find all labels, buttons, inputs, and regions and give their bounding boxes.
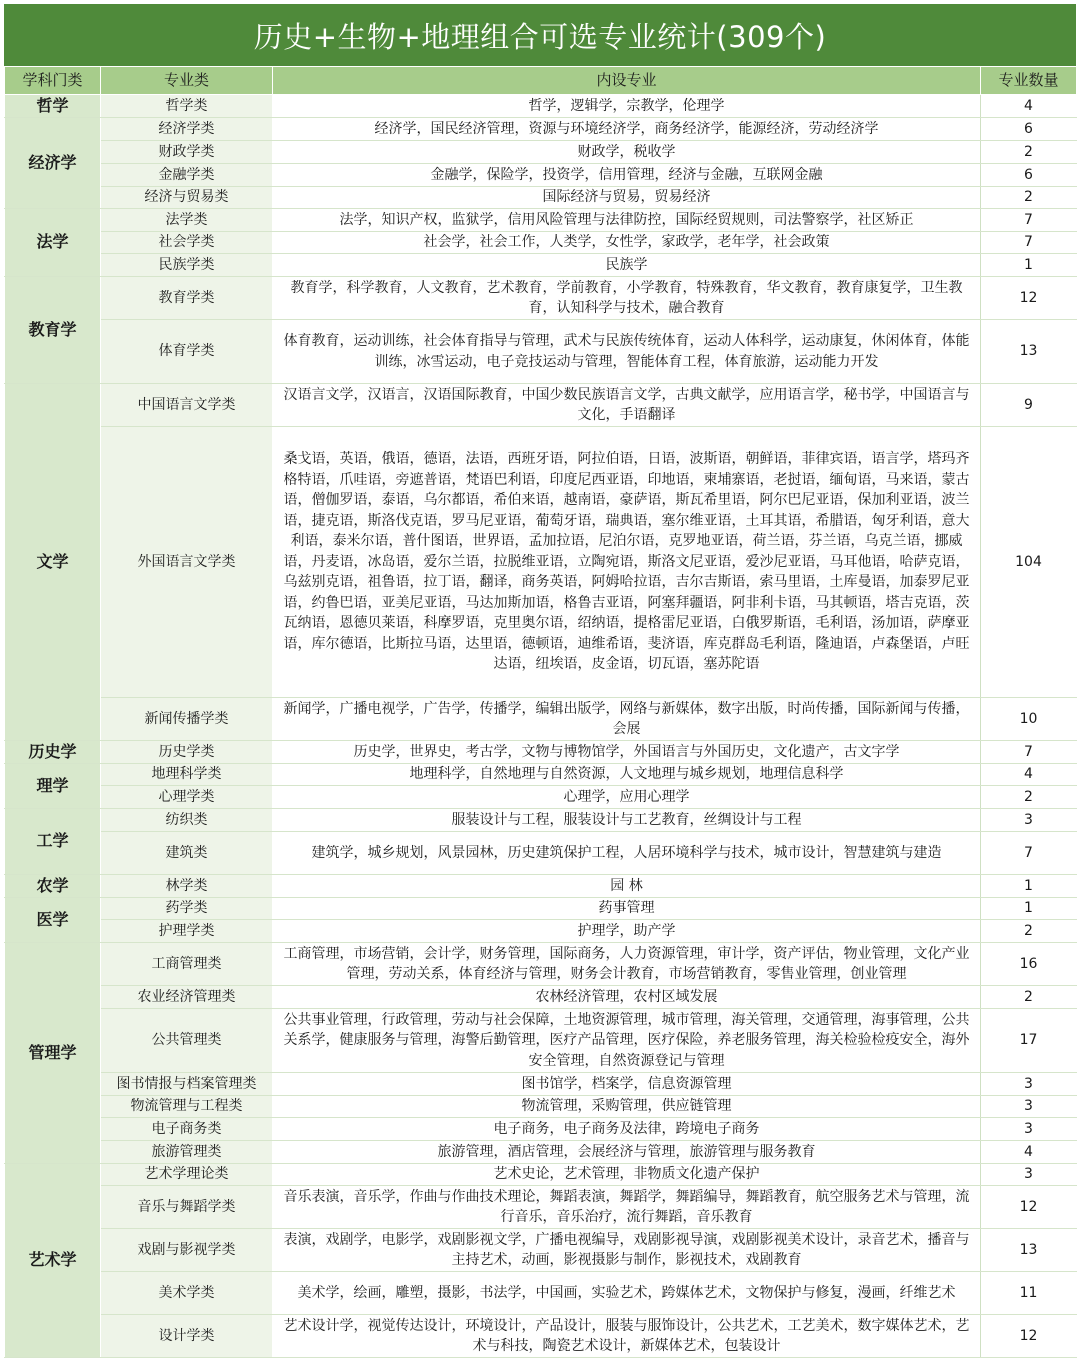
class-cell: 纺织类 (101, 809, 273, 832)
category-cell: 农学 (5, 875, 101, 898)
class-cell: 历史学类 (101, 741, 273, 764)
class-cell: 财政学类 (101, 141, 273, 164)
count-cell: 3 (981, 1096, 1077, 1118)
stats-table-container (4, 4, 1076, 1358)
count-cell: 7 (981, 741, 1077, 764)
majors-cell: 艺术设计学，视觉传达设计，环境设计，产品设计，服装与服饰设计，公共艺术，工艺美术，数字媒体艺术，艺术与科技，陶瓷艺术设计，新媒体艺术，包装设计 (273, 1315, 981, 1358)
class-cell: 公共管理类 (101, 1009, 273, 1073)
class-cell: 体育学类 (101, 320, 273, 384)
header-count: 专业数量 (981, 67, 1077, 95)
majors-cell: 音乐表演，音乐学，作曲与作曲技术理论，舞蹈表演，舞蹈学，舞蹈编导，舞蹈教育，航空服务艺术与管理，流行音乐，音乐治疗，流行舞蹈，音乐教育 (273, 1186, 981, 1229)
majors-cell: 旅游管理，酒店管理，会展经济与管理，旅游管理与服务教育 (273, 1141, 981, 1164)
table-row (5, 1229, 1077, 1272)
table-row (5, 384, 1077, 427)
majors-cell: 图书馆学，档案学，信息资源管理 (273, 1073, 981, 1096)
majors-cell: 体育教育，运动训练，社会体育指导与管理，武术与民族传统体育，运动人体科学，运动康复，休闲体育，体能训练，冰雪运动，电子竞技运动与管理，智能体育工程，体育旅游，运动能力开发 (273, 320, 981, 384)
table-row (5, 1186, 1077, 1229)
table-row (5, 764, 1077, 786)
count-cell: 4 (981, 95, 1077, 118)
table-row (5, 809, 1077, 832)
majors-cell: 心理学，应用心理学 (273, 786, 981, 809)
header-row (5, 67, 1077, 95)
class-cell: 中国语言文学类 (101, 384, 273, 427)
count-cell: 3 (981, 1118, 1077, 1141)
table-row (5, 920, 1077, 943)
category-cell: 理学 (5, 764, 101, 809)
category-cell: 管理学 (5, 943, 101, 1164)
count-cell: 16 (981, 943, 1077, 986)
majors-cell: 新闻学，广播电视学，广告学，传播学，编辑出版学，网络与新媒体，数字出版，时尚传播，国际新闻与传播，会展 (273, 698, 981, 741)
table-row (5, 187, 1077, 209)
category-cell: 文学 (5, 384, 101, 741)
majors-cell: 工商管理，市场营销，会计学，财务管理，国际商务，人力资源管理，审计学，资产评估，物业管理，文化产业管理，劳动关系，体育经济与管理，财务会计教育，市场营销教育，零售业管理，创业管理 (273, 943, 981, 986)
majors-cell: 国际经济与贸易，贸易经济 (273, 187, 981, 209)
count-cell: 1 (981, 254, 1077, 277)
category-cell: 教育学 (5, 277, 101, 384)
majors-cell: 服装设计与工程，服装设计与工艺教育，丝绸设计与工程 (273, 809, 981, 832)
count-cell: 2 (981, 786, 1077, 809)
category-cell: 医学 (5, 898, 101, 943)
table-row (5, 164, 1077, 187)
count-cell: 7 (981, 832, 1077, 875)
count-cell: 10 (981, 698, 1077, 741)
class-cell: 社会学类 (101, 232, 273, 254)
class-cell: 地理科学类 (101, 764, 273, 786)
table-row (5, 209, 1077, 232)
count-cell: 7 (981, 209, 1077, 232)
category-cell: 哲学 (5, 95, 101, 118)
count-cell: 17 (981, 1009, 1077, 1073)
table-row (5, 232, 1077, 254)
table-row (5, 1164, 1077, 1186)
table-row (5, 95, 1077, 118)
category-cell: 艺术学 (5, 1164, 101, 1358)
class-cell: 经济与贸易类 (101, 187, 273, 209)
category-cell: 历史学 (5, 741, 101, 764)
majors-cell: 历史学，世界史，考古学，文物与博物馆学，外国语言与外国历史，文化遗产，古文字学 (273, 741, 981, 764)
count-cell: 4 (981, 1141, 1077, 1164)
table-row (5, 427, 1077, 698)
majors-cell: 物流管理，采购管理，供应链管理 (273, 1096, 981, 1118)
count-cell: 104 (981, 427, 1077, 698)
count-cell: 2 (981, 141, 1077, 164)
table-row (5, 698, 1077, 741)
class-cell: 林学类 (101, 875, 273, 898)
majors-cell: 护理学，助产学 (273, 920, 981, 943)
count-cell: 3 (981, 1073, 1077, 1096)
majors-cell: 药事管理 (273, 898, 981, 920)
table-row (5, 898, 1077, 920)
majors-cell: 电子商务，电子商务及法律，跨境电子商务 (273, 1118, 981, 1141)
table-row (5, 1009, 1077, 1073)
majors-cell: 公共事业管理，行政管理，劳动与社会保障，土地资源管理，城市管理，海关管理，交通管理，海事管理，公共关系学，健康服务与管理，海警后勤管理，医疗产品管理，医疗保险，养老服务管理，海关检验检疫安全，海外安全管理，自然资源登记与管理 (273, 1009, 981, 1073)
class-cell: 戏剧与影视学类 (101, 1229, 273, 1272)
table-row (5, 141, 1077, 164)
count-cell: 1 (981, 898, 1077, 920)
count-cell: 13 (981, 1229, 1077, 1272)
count-cell: 11 (981, 1272, 1077, 1315)
count-cell: 2 (981, 986, 1077, 1009)
majors-cell: 金融学，保险学，投资学，信用管理，经济与金融，互联网金融 (273, 164, 981, 187)
class-cell: 新闻传播学类 (101, 698, 273, 741)
count-cell: 7 (981, 232, 1077, 254)
table-row (5, 832, 1077, 875)
majors-cell: 地理科学，自然地理与自然资源，人文地理与城乡规划，地理信息科学 (273, 764, 981, 786)
majors-cell: 建筑学，城乡规划，风景园林，历史建筑保护工程，人居环境科学与技术，城市设计，智慧建筑与建造 (273, 832, 981, 875)
class-cell: 工商管理类 (101, 943, 273, 986)
class-cell: 旅游管理类 (101, 1141, 273, 1164)
majors-cell: 艺术史论，艺术管理，非物质文化遗产保护 (273, 1164, 981, 1186)
table-row (5, 1118, 1077, 1141)
table-row (5, 875, 1077, 898)
table-row (5, 118, 1077, 141)
class-cell: 哲学类 (101, 95, 273, 118)
table-row (5, 741, 1077, 764)
category-cell: 工学 (5, 809, 101, 875)
count-cell: 3 (981, 809, 1077, 832)
class-cell: 教育学类 (101, 277, 273, 320)
category-cell: 法学 (5, 209, 101, 277)
majors-cell: 哲学，逻辑学，宗教学，伦理学 (273, 95, 981, 118)
class-cell: 物流管理与工程类 (101, 1096, 273, 1118)
header-category: 学科门类 (5, 67, 101, 95)
count-cell: 1 (981, 875, 1077, 898)
class-cell: 外国语言文学类 (101, 427, 273, 698)
class-cell: 心理学类 (101, 786, 273, 809)
table-row (5, 254, 1077, 277)
count-cell: 3 (981, 1164, 1077, 1186)
count-cell: 12 (981, 1315, 1077, 1358)
count-cell: 4 (981, 764, 1077, 786)
table-row (5, 1272, 1077, 1315)
table-row (5, 277, 1077, 320)
class-cell: 音乐与舞蹈学类 (101, 1186, 273, 1229)
count-cell: 13 (981, 320, 1077, 384)
majors-cell: 农林经济管理，农村区域发展 (273, 986, 981, 1009)
majors-cell: 财政学，税收学 (273, 141, 981, 164)
category-cell: 经济学 (5, 118, 101, 209)
majors-cell: 表演，戏剧学，电影学，戏剧影视文学，广播电视编导，戏剧影视导演，戏剧影视美术设计，录音艺术，播音与主持艺术，动画，影视摄影与制作，影视技术，戏剧教育 (273, 1229, 981, 1272)
majors-cell: 经济学，国民经济管理，资源与环境经济学，商务经济学，能源经济，劳动经济学 (273, 118, 981, 141)
table-row (5, 1315, 1077, 1358)
majors-cell: 教育学，科学教育，人文教育，艺术教育，学前教育，小学教育，特殊教育，华文教育，教育康复学，卫生教育，认知科学与技术，融合教育 (273, 277, 981, 320)
class-cell: 艺术学理论类 (101, 1164, 273, 1186)
table-row (5, 1096, 1077, 1118)
header-majors: 内设专业 (273, 67, 981, 95)
class-cell: 护理学类 (101, 920, 273, 943)
majors-cell: 园 林 (273, 875, 981, 898)
class-cell: 经济学类 (101, 118, 273, 141)
page-title: 历史+生物+地理组合可选专业统计(309个) (4, 4, 1076, 66)
majors-cell: 社会学，社会工作，人类学，女性学，家政学，老年学，社会政策 (273, 232, 981, 254)
class-cell: 民族学类 (101, 254, 273, 277)
class-cell: 电子商务类 (101, 1118, 273, 1141)
table-row (5, 786, 1077, 809)
class-cell: 法学类 (101, 209, 273, 232)
header-class: 专业类 (101, 67, 273, 95)
majors-cell: 美术学，绘画，雕塑，摄影，书法学，中国画，实验艺术，跨媒体艺术，文物保护与修复，漫画，纤维艺术 (273, 1272, 981, 1315)
class-cell: 建筑类 (101, 832, 273, 875)
majors-cell: 汉语言文学，汉语言，汉语国际教育，中国少数民族语言文学，古典文献学，应用语言学，秘书学，中国语言与文化，手语翻译 (273, 384, 981, 427)
count-cell: 2 (981, 187, 1077, 209)
count-cell: 2 (981, 920, 1077, 943)
class-cell: 美术学类 (101, 1272, 273, 1315)
count-cell: 12 (981, 277, 1077, 320)
table-body (5, 95, 1077, 1358)
table-row (5, 943, 1077, 986)
count-cell: 6 (981, 164, 1077, 187)
table-row (5, 986, 1077, 1009)
class-cell: 图书情报与档案管理类 (101, 1073, 273, 1096)
majors-cell: 民族学 (273, 254, 981, 277)
majors-cell: 桑戈语，英语，俄语，德语，法语，西班牙语，阿拉伯语，日语，波斯语，朝鲜语，菲律宾语，语言学，塔玛齐格特语，爪哇语，旁遮普语，梵语巴利语，印度尼西亚语，印地语，柬埔寨语，老挝语，缅甸语，马来语，蒙古语，僧伽罗语，泰语，乌尔都语，希伯来语，越南语，豪萨语，斯瓦希里语，阿尔巴尼亚语，保加利亚语，波兰语，捷克语，斯洛伐克语，罗马尼亚语，葡萄牙语，瑞典语，塞尔维亚语，土耳其语，希腊语，匈牙利语，意大利语，泰米尔语，普什图语，世界语，孟加拉语，尼泊尔语，克罗地亚语，荷兰语，芬兰语，乌克兰语，挪威语，丹麦语，冰岛语，爱尔兰语，拉脱维亚语，立陶宛语，斯洛文尼亚语，爱沙尼亚语，马耳他语，哈萨克语，乌兹别克语，祖鲁语，拉丁语，翻译，商务英语，阿姆哈拉语，吉尔吉斯语，索马里语，土库曼语，加泰罗尼亚语，约鲁巴语，亚美尼亚语，马达加斯加语，格鲁吉亚语，阿塞拜疆语，阿非利卡语，马其顿语，塔吉克语，茨瓦纳语，恩德贝莱语，科摩罗语，克里奥尔语，绍纳语，提格雷尼亚语，白俄罗斯语，毛利语，汤加语，萨摩亚语，库尔德语，比斯拉马语，达里语，德顿语，迪维希语，斐济语，库克群岛毛利语，隆迪语，卢森堡语，卢旺达语，纽埃语，皮金语，切瓦语，塞苏陀语 (273, 427, 981, 698)
class-cell: 设计学类 (101, 1315, 273, 1358)
count-cell: 9 (981, 384, 1077, 427)
class-cell: 农业经济管理类 (101, 986, 273, 1009)
count-cell: 6 (981, 118, 1077, 141)
class-cell: 药学类 (101, 898, 273, 920)
table-row (5, 320, 1077, 384)
count-cell: 12 (981, 1186, 1077, 1229)
class-cell: 金融学类 (101, 164, 273, 187)
majors-table (4, 66, 1077, 1358)
majors-cell: 法学，知识产权，监狱学，信用风险管理与法律防控，国际经贸规则，司法警察学，社区矫正 (273, 209, 981, 232)
table-row (5, 1141, 1077, 1164)
table-row (5, 1073, 1077, 1096)
